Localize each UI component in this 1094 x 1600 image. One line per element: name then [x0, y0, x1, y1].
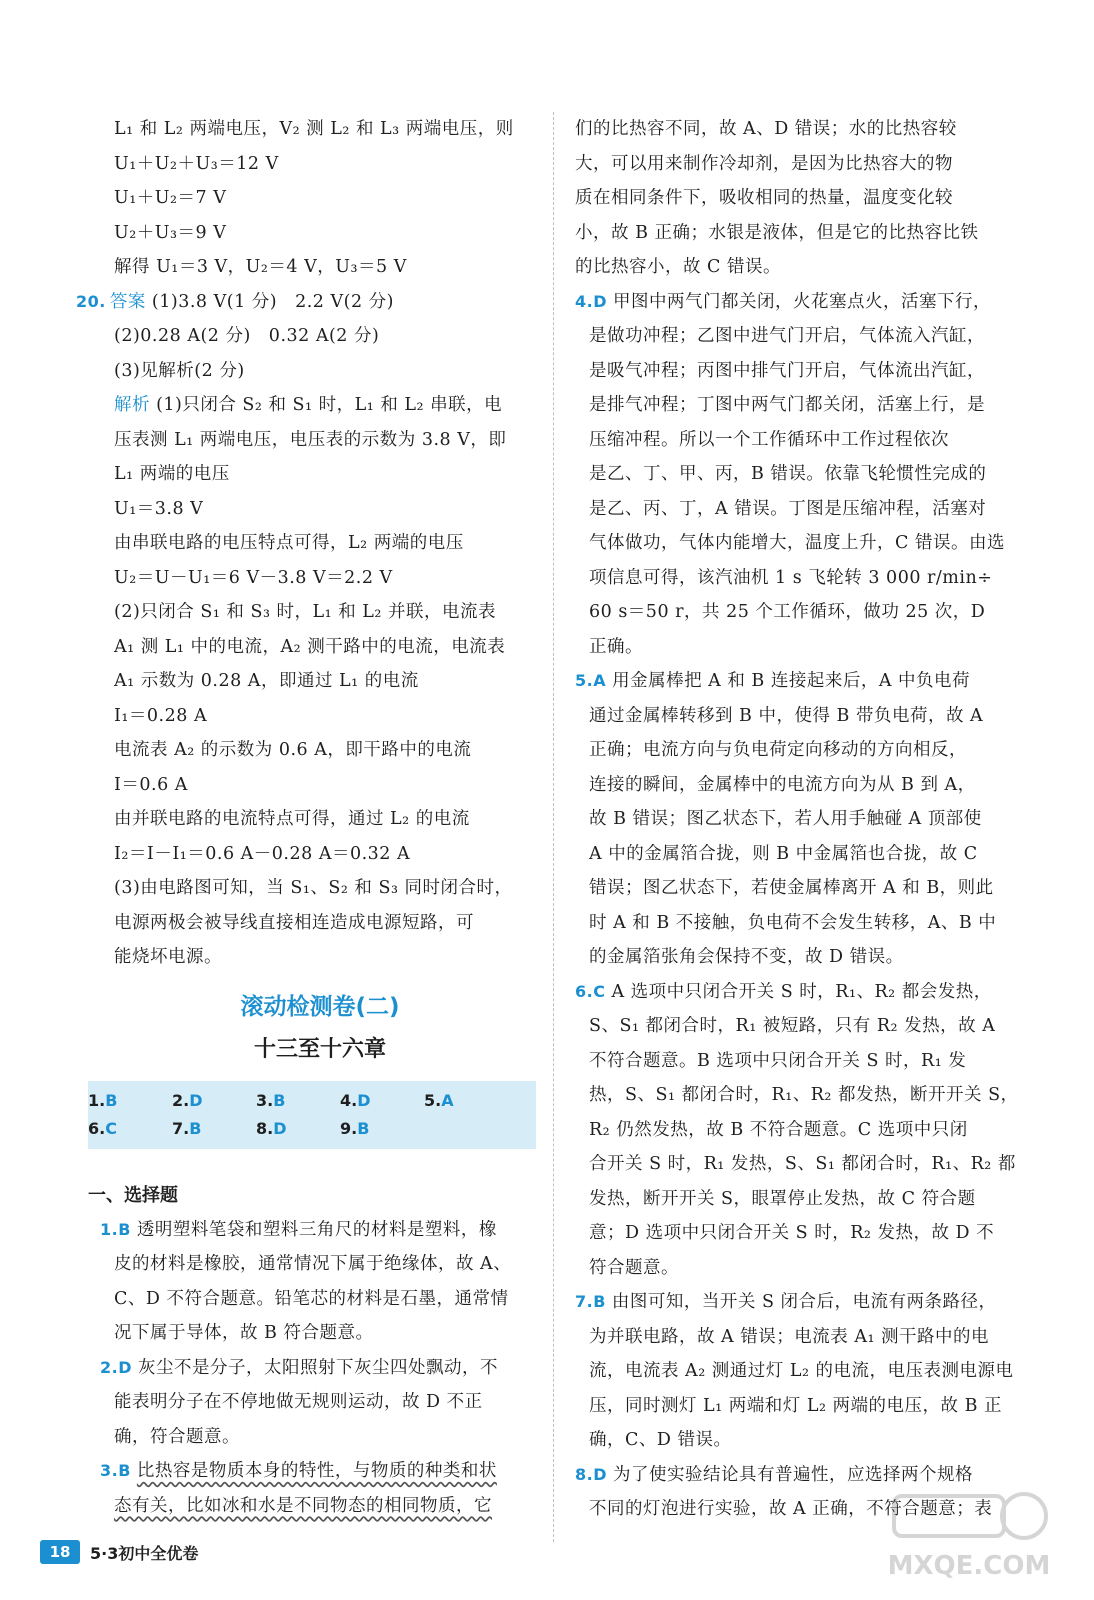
book-brand: 5·3初中全优卷 [90, 1543, 199, 1563]
question-number: 7.B [575, 1292, 606, 1311]
text-line: 的比热容小，故 C 错误。 [575, 257, 782, 277]
text-line: 态有关，比如冰和水是不同物态的相同物质，它 [114, 1495, 492, 1516]
text-line: 们的比热容不同，故 A、D 错误；水的比热容较 [575, 119, 957, 139]
text-line: 是乙、丙、丁，A 错误。丁图是压缩冲程，活塞对 [589, 498, 987, 519]
text-line: U₂＝U－U₁＝6 V－3.8 V＝2.2 V [114, 567, 393, 588]
page-footer [40, 1540, 198, 1564]
text-line: A₁ 测 L₁ 中的电流，A₂ 测干路中的电流，电流表 [114, 636, 506, 657]
question-7 [575, 1285, 1025, 1458]
answer-key-choice: D [189, 1091, 203, 1110]
question-number: 8.D [575, 1464, 607, 1484]
answer-line: (2)0.28 A(2 分) 0.32 A(2 分) [114, 326, 380, 346]
text-line: I₁＝0.28 A [114, 705, 208, 726]
question-text: 用金属棒把 A 和 B 连接起来后，A 中负电荷 [612, 671, 971, 691]
text-line: (3)由电路图可知，当 S₁、S₂ 和 S₃ 同时闭合时， [114, 878, 513, 898]
answer-key-choice: D [357, 1091, 371, 1110]
question-text: 由图可知，当开关 S 闭合后，电流有两条路径， [611, 1292, 997, 1312]
question-number: 20. [76, 291, 106, 311]
text-line: 是乙、丁、甲、丙，B 错误。依靠飞轮惯性完成的 [589, 464, 987, 484]
text-line: 电流表 A₂ 的示数为 0.6 A，即干路中的电流 [114, 740, 472, 760]
text-line: 能烧坏电源。 [114, 947, 222, 967]
question-20 [76, 285, 540, 975]
answer-key-choice: B [105, 1091, 118, 1110]
answer-key-number: 3. [256, 1091, 274, 1110]
exam-title: 滚动检测卷(二) [240, 993, 400, 1020]
text-line: L₁ 和 L₂ 两端电压，V₂ 测 L₂ 和 L₃ 两端电压，则 [114, 119, 514, 139]
text-line: 由串联电路的电压特点可得，L₂ 两端的电压 [114, 533, 464, 553]
answer-key-item [256, 1091, 340, 1110]
answer-key-item [88, 1119, 172, 1138]
answer-key-number: 6. [88, 1119, 106, 1138]
text-line: I₂＝I－I₁＝0.6 A－0.28 A＝0.32 A [114, 843, 411, 864]
question-text: 比热容是物质本身的特性，与物质的种类和状 [136, 1461, 497, 1481]
answer-key-number: 1. [88, 1091, 106, 1110]
answer-key-row [88, 1087, 536, 1115]
text-line: 发热，断开开关 S，眼罩停止发热，故 C 符合题 [589, 1188, 976, 1209]
text-line: 是吸气冲程；丙图中排气门开启，气体流出汽缸， [589, 360, 985, 381]
answer-line: (1)3.8 V(1 分) 2.2 V(2 分) [151, 291, 394, 312]
question-number: 3.B [100, 1461, 131, 1480]
text-line: 项信息可得，该汽油机 1 s 飞轮转 3 000 r/min÷ [589, 567, 993, 588]
question-1 [100, 1213, 540, 1351]
text-line: 气体做功，气体内能增大，温度上升，C 错误。由选 [589, 533, 1005, 553]
text-line: 电源两极会被导线直接相连造成电源短路，可 [114, 912, 474, 933]
text-line: 皮的材料是橡胶，通常情况下属于绝缘体，故 A、 [114, 1254, 512, 1274]
page-number: 18 [40, 1540, 80, 1564]
answer-key-number: 4. [340, 1091, 358, 1110]
text-line: U₂＋U₃＝9 V [114, 222, 227, 243]
text-line: U₁＋U₂＝7 V [114, 188, 227, 208]
answer-key-choice: B [357, 1119, 370, 1138]
answer-key-number: 8. [256, 1119, 274, 1138]
text-line: 压表测 L₁ 两端电压，电压表的示数为 3.8 V，即 [114, 429, 507, 450]
text-line: I＝0.6 A [114, 774, 188, 795]
answer-key-item [340, 1091, 424, 1110]
text-line: 能表明分子在不停地做无规则运动，故 D 不正 [114, 1392, 483, 1412]
left-column [76, 112, 540, 1523]
text-line: 通过金属棒转移到 B 中，使得 B 带负电荷，故 A [589, 705, 984, 726]
question-text: 透明塑料笔袋和塑料三角尺的材料是塑料，橡 [136, 1219, 497, 1240]
text-line: 不符合题意。B 选项中只闭合开关 S 时，R₁ 发 [589, 1050, 967, 1071]
question-number: 2.D [100, 1357, 132, 1377]
answer-key-number: 9. [340, 1119, 358, 1138]
text-line: 故 B 错误；图乙状态下，若人用手触碰 A 顶部使 [589, 809, 982, 829]
question-number: 4.D [575, 291, 607, 311]
text-line: (2)只闭合 S₁ 和 S₃ 时，L₁ 和 L₂ 并联，电流表 [114, 602, 497, 622]
question-6 [575, 975, 1025, 1286]
question-3 [100, 1454, 540, 1523]
text-line: 质在相同条件下，吸收相同的热量，温度变化较 [575, 188, 953, 208]
answer-key-box [88, 1081, 536, 1149]
column-divider [553, 112, 554, 1542]
watermark-logo [884, 1486, 1054, 1586]
text-line: U₁＝3.8 V [114, 498, 204, 519]
answer-key-number: 2. [172, 1091, 190, 1110]
text-line: 时 A 和 B 不接触，负电荷不会发生转移，A、B 中 [589, 912, 997, 933]
answer-key-choice: B [273, 1091, 286, 1110]
exam-subtitle: 十三至十六章 [253, 1036, 386, 1062]
answer-key-number: 7. [172, 1119, 190, 1138]
text-line: R₂ 仍然发热，故 B 不符合题意。C 选项中只闭 [589, 1119, 968, 1140]
answer-tag: 答案 [109, 291, 146, 312]
text-line: 符合题意。 [589, 1257, 679, 1278]
text-line: 热，S、S₁ 都闭合时，R₁、R₂ 都发热，断开开关 S， [589, 1085, 1019, 1105]
text-line: A 中的金属箔合拢，则 B 中金属箔也合拢，故 C [589, 843, 978, 864]
text-line: 确，C、D 错误。 [589, 1430, 732, 1450]
text-line: 错误；图乙状态下，若使金属棒离开 A 和 B，则此 [589, 878, 994, 898]
answer-key-choice: C [105, 1119, 117, 1138]
analysis-tag: 解析 [114, 395, 150, 415]
text-line: A₁ 示数为 0.28 A，即通过 L₁ 的电流 [114, 671, 419, 691]
question-text: 为了使实验结论具有普遍性，应选择两个规格 [613, 1464, 973, 1485]
question-3-continued [575, 112, 1025, 285]
section-heading: 一、选择题 [88, 1184, 178, 1206]
answer-key-item [340, 1119, 424, 1138]
answer-key-item [88, 1091, 172, 1110]
text-line: 压缩冲程。所以一个工作循环中工作过程依次 [589, 429, 949, 450]
question-4 [575, 285, 1025, 665]
text-line: 的金属箔张角会保持不变，故 D 错误。 [589, 947, 904, 967]
answer-key-item [172, 1091, 256, 1110]
answer-line: (3)见解析(2 分) [114, 360, 245, 381]
text-line: 是排气冲程；丁图中两气门都关闭，活塞上行，是 [589, 395, 985, 415]
question-5 [575, 664, 1025, 975]
text-line: L₁ 两端的电压 [114, 464, 230, 484]
answer-key-number: 5. [424, 1091, 442, 1110]
text-line: 流，电流表 A₂ 测通过灯 L₂ 的电流，电压表测电源电 [589, 1361, 1014, 1381]
answer-key-item [172, 1119, 256, 1138]
text-line: 连接的瞬间，金属棒中的电流方向为从 B 到 A， [589, 774, 976, 795]
text-line: 确，符合题意。 [114, 1426, 240, 1447]
text-line: 60 s＝50 r，共 25 个工作循环，做功 25 次，D [589, 602, 986, 622]
analysis-body [100, 423, 540, 975]
right-column [575, 112, 1025, 1527]
question-2 [100, 1351, 540, 1455]
text-line: 意；D 选项中只闭合开关 S 时，R₂ 发热，故 D 不 [589, 1223, 995, 1243]
text-line: 况下属于导体，故 B 符合题意。 [114, 1323, 374, 1343]
answer-key-choice: B [189, 1119, 202, 1138]
answer-key-item [424, 1091, 508, 1110]
answer-key-item [256, 1119, 340, 1138]
text-line: 正确。 [589, 636, 643, 657]
text-line: U₁＋U₂＋U₃＝12 V [114, 153, 279, 174]
watermark-text: MXQE.COM [887, 1551, 1051, 1581]
text-line: 为并联电路，故 A 错误；电流表 A₁ 测干路中的电 [589, 1326, 990, 1347]
question-number: 6.C [575, 981, 606, 1001]
text-line: S、S₁ 都闭合时，R₁ 被短路，只有 R₂ 发热，故 A [589, 1016, 996, 1036]
question-number: 1.B [100, 1219, 131, 1239]
question-number: 5.A [575, 671, 607, 690]
answer-key-row [88, 1115, 536, 1143]
text-line: 正确；电流方向与负电荷定向移动的方向相反， [589, 740, 967, 760]
text-line: 是做功冲程；乙图中进气门开启，气体流入汽缸， [589, 326, 985, 346]
text-line: 小，故 B 正确；水银是液体，但是它的比热容比铁 [575, 222, 979, 243]
text-line: C、D 不符合题意。铅笔芯的材料是石墨，通常情 [114, 1288, 509, 1309]
text-line: 不同的灯泡进行实验，故 A 正确，不符合题意；表 [589, 1499, 993, 1519]
text-line: 合开关 S 时，R₁ 发热，S、S₁ 都闭合时，R₁、R₂ 都 [589, 1154, 1016, 1174]
analysis-line: (1)只闭合 S₂ 和 S₁ 时，L₁ 和 L₂ 串联，电 [156, 395, 503, 415]
answer-key-choice: D [273, 1119, 287, 1138]
question-text: 甲图中两气门都关闭，火花塞点火，活塞下行， [613, 291, 991, 312]
carryover-lines [100, 112, 540, 285]
text-line: 由并联电路的电流特点可得，通过 L₂ 的电流 [114, 809, 470, 829]
answer-key-choice: A [441, 1091, 454, 1110]
text-line: 大，可以用来制作冷却剂，是因为比热容大的物 [575, 153, 953, 174]
text-line: 压，同时测灯 L₁ 两端和灯 L₂ 两端的电压，故 B 正 [589, 1395, 1003, 1416]
text-line: 解得 U₁＝3 V，U₂＝4 V，U₃＝5 V [114, 257, 407, 277]
question-text: A 选项中只闭合开关 S 时，R₁、R₂ 都会发热， [611, 981, 992, 1002]
question-text: 灰尘不是分子，太阳照射下灰尘四处飘动，不 [138, 1357, 498, 1378]
